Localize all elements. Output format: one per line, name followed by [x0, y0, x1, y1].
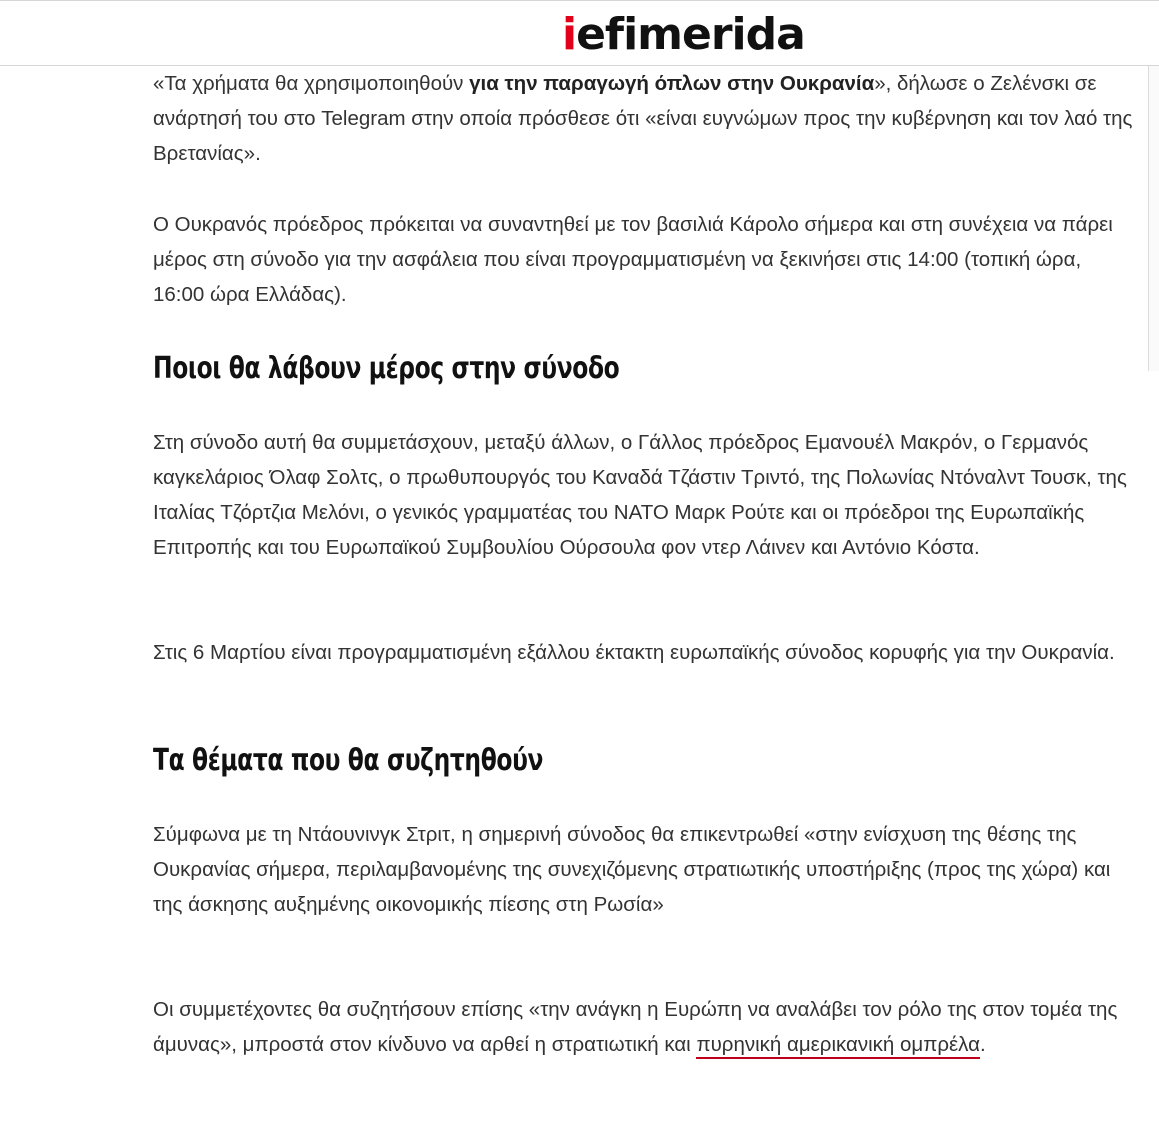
paragraph-2: Ο Ουκρανός πρόεδρος πρόκειται να συναντηθεί με τον βασιλιά Κάρολο σήμερα και στη συνέχεια να πάρει μέρος στη σύνοδο για την ασφάλεια που είναι προγραμματισμένη να ξεκινήσει στις 14:00 (τοπική ώρα, 16:00 ώρα Ελλάδας). — [153, 213, 1113, 306]
paragraph-3: Στη σύνοδο αυτή θα συμμετάσχουν, μεταξύ άλλων, ο Γάλλος πρόεδρος Εμανουέλ Μακρόν, ο Γερμανός καγκελάριος Όλαφ Σολτς, ο πρωθυπουργός του Καναδά Τζάστιν Τριντό, της Πολωνίας Ντόναλντ Τουσκ, της Ιταλίας Τζόρτζια Μελόνι, ο γενικός γραμματέας του ΝΑΤΟ Μαρκ Ρούτε και οι πρόεδροι της Ευρωπαϊκής Επιτροπής και του Ευρωπαϊκού Συμβουλίου Ούρσουλα φον ντερ Λάινεν και Αντόνιο Κόστα. — [153, 431, 1127, 559]
section-heading-participants: Ποιοι θα λάβουν μέρος στην σύνοδο — [153, 351, 620, 386]
site-header — [0, 0, 1159, 66]
nuclear-umbrella-link[interactable]: πυρηνική αμερικανική ομπρέλα — [696, 1033, 980, 1059]
paragraph-1-text-a: «Τα χρήματα θα χρησιμοποιηθούν — [153, 72, 470, 95]
logo-text: efimerida — [576, 9, 805, 60]
paragraph-5: Σύμφωνα με τη Ντάουνινγκ Στριτ, η σημερινή σύνοδος θα επικεντρωθεί «στην ενίσχυση της θέσης της Ουκρανίας σήμερα, περιλαμβανομένης της συνεχιζόμενης στρατιωτικής υποστήριξης (προς της χώρα) και της άσκησης αυξημένης οικονομικής πίεσης στη Ρωσία» — [153, 823, 1111, 916]
section-heading-topics: Τα θέματα που θα συζητηθούν — [153, 743, 544, 778]
paragraph-1-bold: για την παραγωγή όπλων στην Ουκρανία — [469, 72, 875, 95]
paragraph-6-text-a: Οι συμμετέχοντες θα συζητήσουν επίσης «την ανάγκη η Ευρώπη να αναλάβει τον ρόλο της στον τομέα της άμυνας», μπροστά στον κίνδυνο να αρθεί η στρατιωτική και — [153, 998, 1118, 1056]
vertical-scrollbar[interactable] — [1148, 66, 1159, 371]
paragraph-1 — [153, 66, 1133, 171]
paragraph-4: Στις 6 Μαρτίου είναι προγραμματισμένη εξάλλου έκτακτη ευρωπαϊκής σύνοδος κορυφής για την Ουκρανία. — [153, 641, 1115, 664]
paragraph-6-text-b: . — [979, 1033, 986, 1056]
paragraph-1-text-b: », δήλωσε ο Ζελένσκι σε ανάρτησή του στο Telegram στην οποία πρόσθεσε ότι «είναι ευγνώμων προς την κυβέρνηση και τον λαό της Βρετανίας». — [153, 72, 1133, 165]
site-logo[interactable] — [562, 9, 805, 61]
paragraph-6 — [153, 992, 1133, 1062]
logo-i: i — [562, 9, 577, 60]
